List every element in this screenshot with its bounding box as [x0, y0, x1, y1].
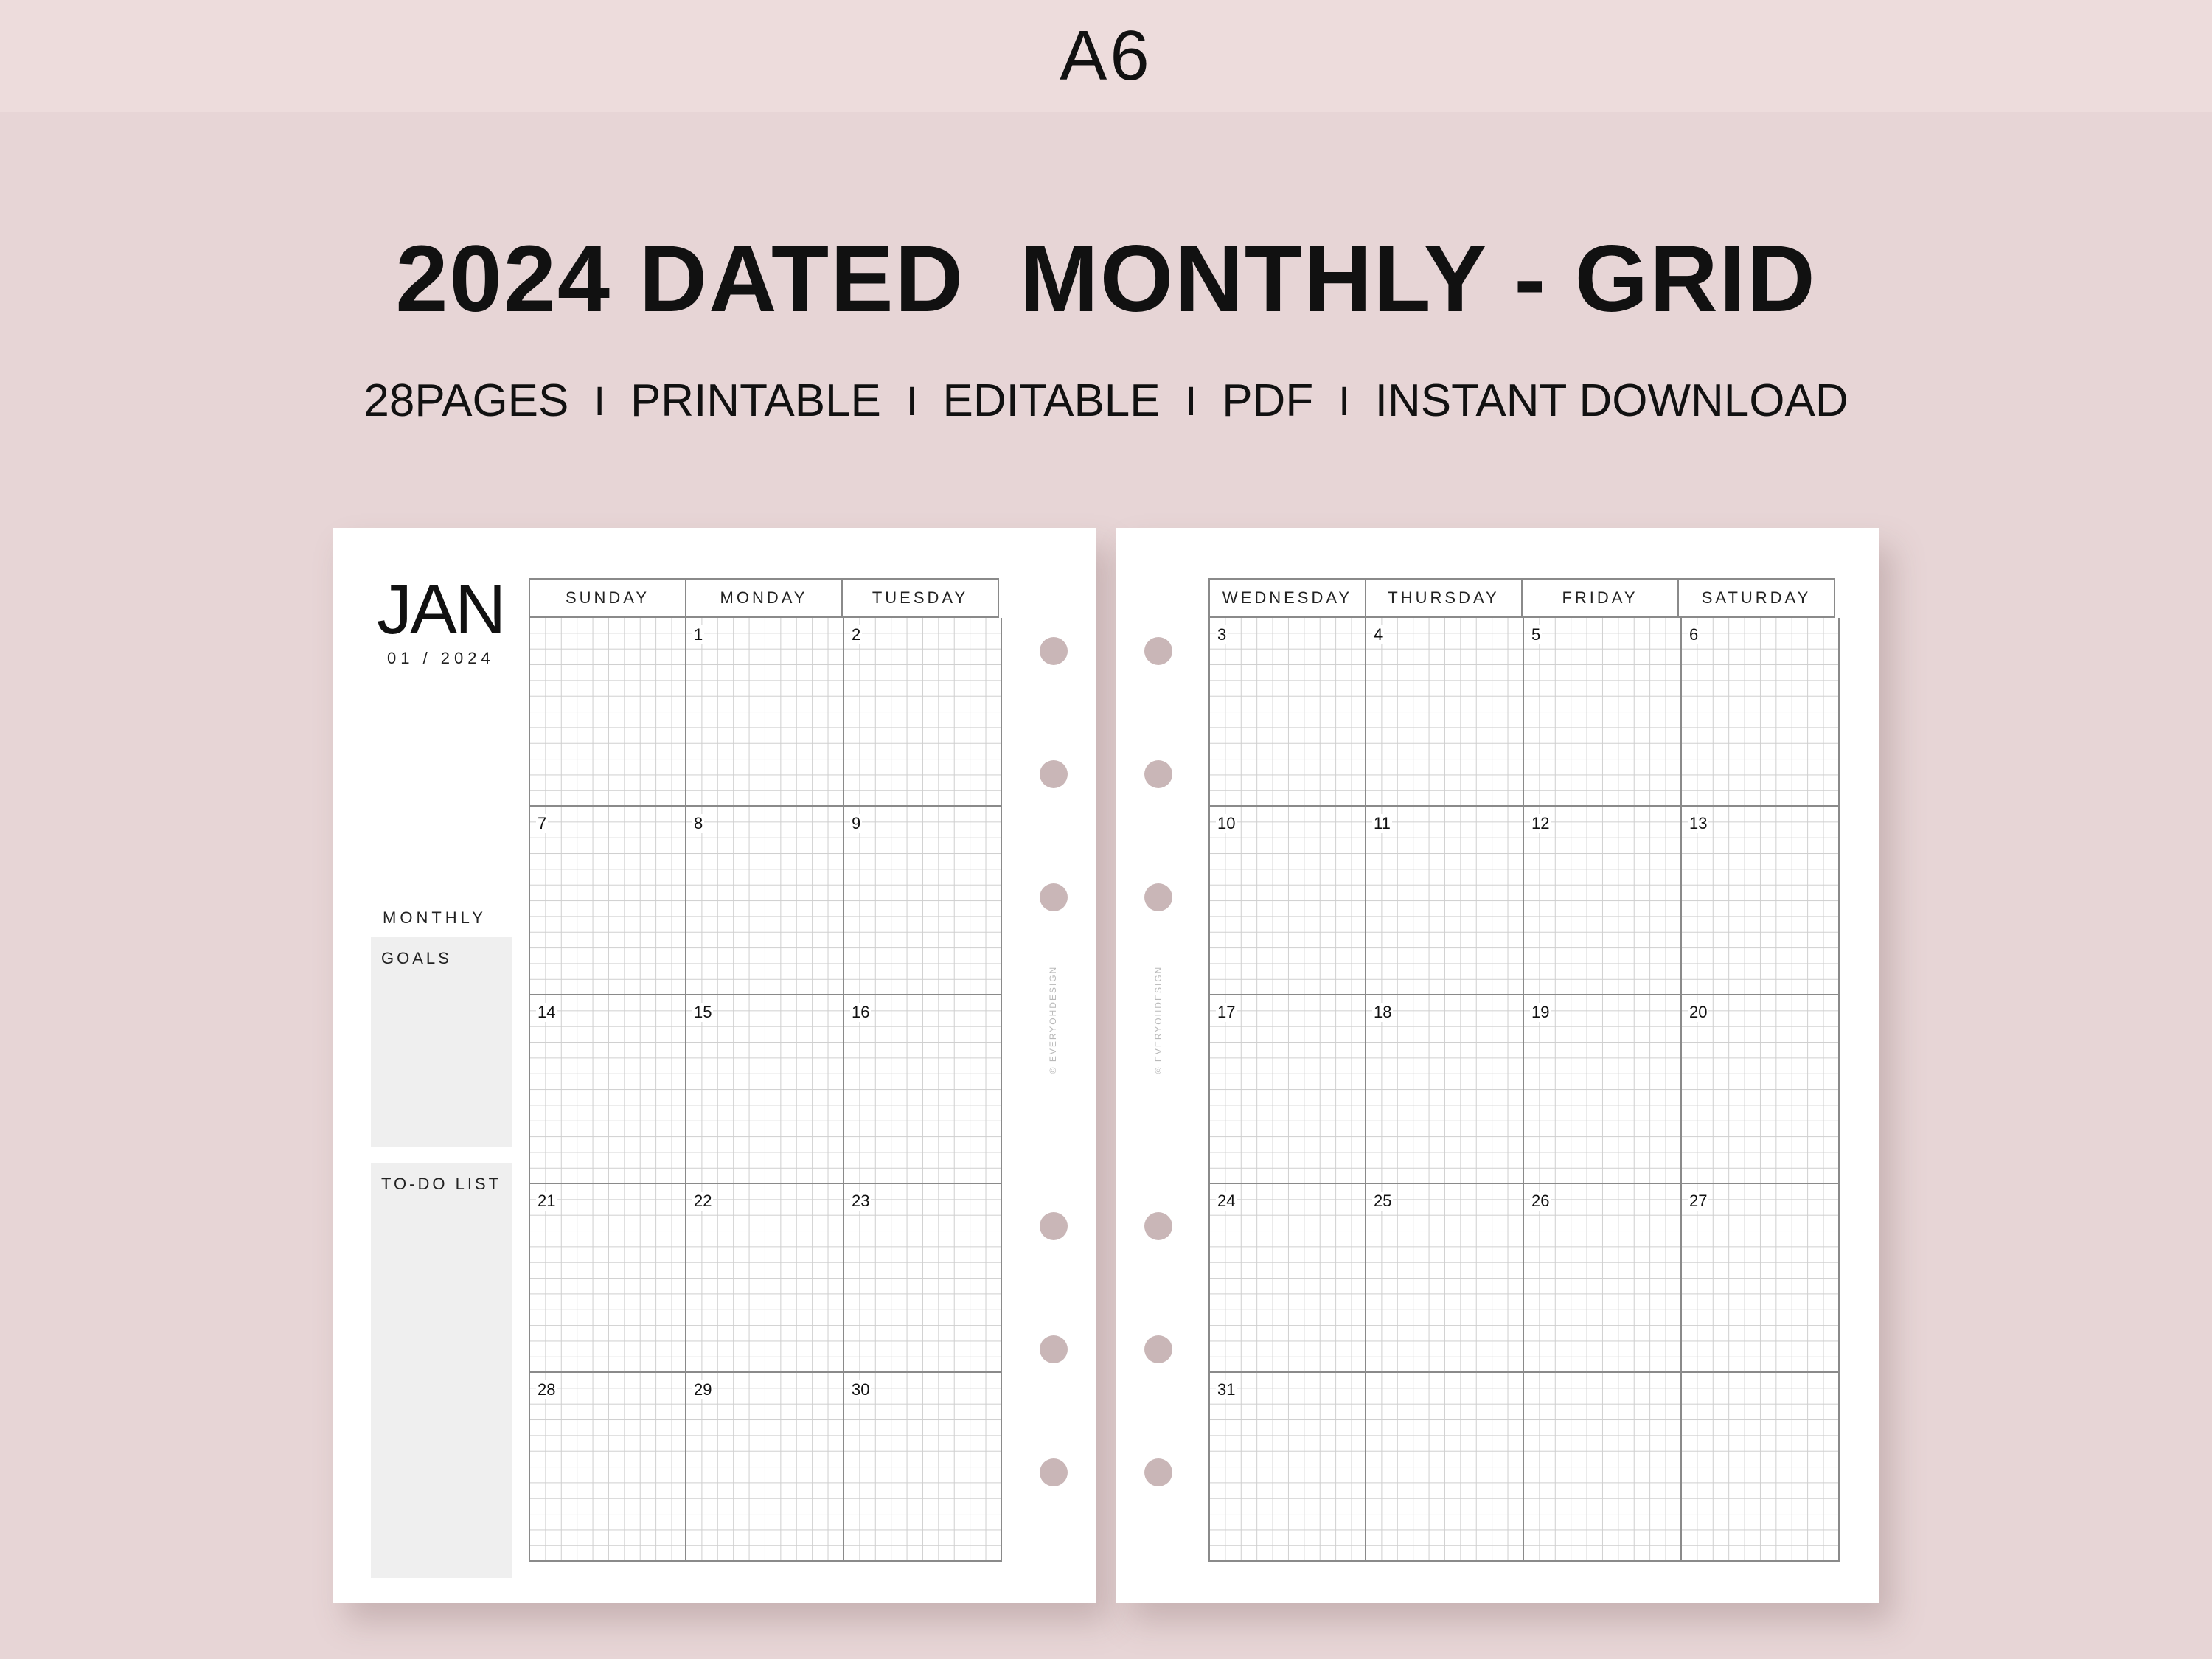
planner-page-right [1116, 528, 1879, 1603]
feature-pdf: PDF [1222, 375, 1314, 426]
size-label: A6 [1060, 16, 1152, 95]
ring-hole [1040, 883, 1068, 911]
date-cell [686, 995, 844, 1184]
monthly-label: MONTHLY [383, 908, 487, 927]
ring-hole [1040, 1458, 1068, 1486]
date-number: 20 [1689, 1003, 1708, 1021]
feature-list [0, 375, 2212, 427]
todo-label: TO-DO LIST [381, 1175, 502, 1193]
ring-hole [1040, 637, 1068, 665]
weekday-header [1208, 578, 1835, 618]
date-number: 4 [1374, 625, 1383, 644]
date-cell [1366, 1373, 1524, 1562]
feature-download: INSTANT DOWNLOAD [1374, 375, 1848, 426]
date-number: 8 [694, 814, 703, 832]
date-cell [1366, 995, 1524, 1184]
weekday-tuesday: TUESDAY [841, 578, 999, 618]
date-cell [1524, 807, 1682, 995]
todo-box [371, 1163, 512, 1578]
date-cell [1208, 807, 1366, 995]
weekday-header [529, 578, 999, 618]
date-number: 31 [1217, 1380, 1236, 1399]
date-cells-left [529, 618, 1002, 1562]
date-number: 26 [1531, 1192, 1550, 1210]
date-cell [686, 1184, 844, 1373]
ring-hole [1144, 1335, 1172, 1363]
goals-label: GOALS [381, 949, 452, 967]
date-number: 27 [1689, 1192, 1708, 1210]
date-number: 14 [538, 1003, 556, 1021]
date-cell [529, 1184, 686, 1373]
feature-editable: EDITABLE [942, 375, 1161, 426]
date-cells-right [1208, 618, 1840, 1562]
date-number: 12 [1531, 814, 1550, 832]
date-cell [1524, 1373, 1682, 1562]
date-cell [1524, 1184, 1682, 1373]
date-number: 28 [538, 1380, 556, 1399]
ring-hole [1144, 760, 1172, 788]
date-number: 2 [852, 625, 861, 644]
date-cell [1682, 995, 1840, 1184]
date-cell [844, 807, 1002, 995]
date-cell [844, 1184, 1002, 1373]
ring-hole [1144, 1212, 1172, 1240]
date-number: 16 [852, 1003, 870, 1021]
size-banner [0, 0, 2212, 112]
calendar-grid-right [1208, 578, 1835, 1399]
date-cell [1366, 1184, 1524, 1373]
date-number: 29 [694, 1380, 712, 1399]
date-cell [1208, 618, 1366, 807]
date-number: 11 [1374, 814, 1391, 832]
date-cell [529, 618, 686, 807]
date-number: 24 [1217, 1192, 1236, 1210]
date-cell [1682, 618, 1840, 807]
date-number: 10 [1217, 814, 1236, 832]
date-cell [844, 618, 1002, 807]
date-number: 17 [1217, 1003, 1236, 1021]
date-number: 19 [1531, 1003, 1550, 1021]
feature-printable: PRINTABLE [630, 375, 881, 426]
credit-text: © EVERYOHDESIGN [1048, 965, 1058, 1074]
date-cell [686, 618, 844, 807]
feature-separator: I [1185, 378, 1197, 424]
ring-hole [1144, 883, 1172, 911]
date-cell [1524, 995, 1682, 1184]
weekday-thursday: THURSDAY [1365, 578, 1523, 618]
date-cell [1366, 807, 1524, 995]
date-number: 5 [1531, 625, 1541, 644]
weekday-saturday: SATURDAY [1677, 578, 1835, 618]
date-cell [1682, 1373, 1840, 1562]
date-cell [844, 1373, 1002, 1562]
date-cell [686, 1373, 844, 1562]
ring-hole [1040, 1212, 1068, 1240]
date-cell [686, 807, 844, 995]
date-cell [1208, 1373, 1366, 1562]
date-cell [529, 807, 686, 995]
calendar-grid-left [529, 578, 999, 1399]
date-number: 30 [852, 1380, 870, 1399]
date-number: 25 [1374, 1192, 1392, 1210]
date-number: 7 [538, 814, 547, 832]
date-number: 18 [1374, 1003, 1392, 1021]
weekday-friday: FRIDAY [1521, 578, 1679, 618]
date-cell [1208, 995, 1366, 1184]
date-number: 15 [694, 1003, 712, 1021]
date-number: 6 [1689, 625, 1699, 644]
month-name: JAN [377, 570, 504, 649]
ring-hole [1040, 1335, 1068, 1363]
date-cell [529, 1373, 686, 1562]
feature-separator: I [905, 378, 918, 424]
date-number: 22 [694, 1192, 712, 1210]
date-cell [1524, 618, 1682, 807]
date-number: 9 [852, 814, 861, 832]
date-cell [844, 995, 1002, 1184]
product-title: 2024 DATED MONTHLY - GRID [395, 226, 1817, 332]
goals-box [371, 937, 512, 1147]
month-year: 01 / 2024 [387, 649, 495, 667]
feature-separator: I [594, 378, 605, 424]
weekday-monday: MONDAY [685, 578, 843, 618]
date-cell [1682, 1184, 1840, 1373]
date-number: 1 [694, 625, 703, 644]
date-cell [1682, 807, 1840, 995]
date-cell [529, 995, 686, 1184]
date-number: 23 [852, 1192, 870, 1210]
credit-text: © EVERYOHDESIGN [1153, 965, 1164, 1074]
weekday-sunday: SUNDAY [529, 578, 686, 618]
date-cell [1366, 618, 1524, 807]
ring-hole [1144, 1458, 1172, 1486]
feature-separator: I [1338, 378, 1350, 424]
planner-page-left [333, 528, 1096, 1603]
date-number: 13 [1689, 814, 1708, 832]
weekday-wednesday: WEDNESDAY [1208, 578, 1366, 618]
ring-hole [1144, 637, 1172, 665]
date-cell [1208, 1184, 1366, 1373]
date-number: 3 [1217, 625, 1227, 644]
date-number: 21 [538, 1192, 556, 1210]
ring-hole [1040, 760, 1068, 788]
feature-pages: 28PAGES [364, 375, 569, 426]
